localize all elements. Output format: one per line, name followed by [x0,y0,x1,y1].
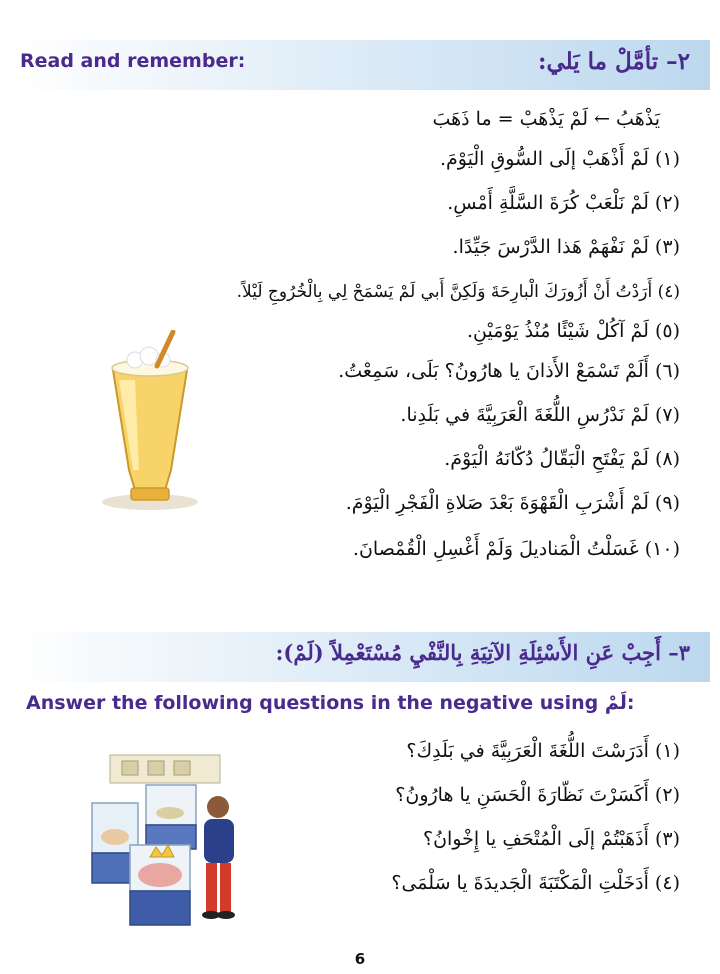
example-line-4: (٤) أَرَدْتُ أَنْ أَزُورَكَ الْبارِحَةَ وَلَكِنَّ أَبي لَمْ يَسْمَحْ لِي بِالْخُرُوجِ لَيْلاً. [236,282,680,302]
example-line-1: (١) لَمْ أَذْهَبْ إلَى السُّوقِ الْيَوْمَ. [440,148,680,170]
question-1: (١) أَدَرَسْتَ اللُّغَةَ الْعَرَبِيَّةَ في بَلَدِكَ؟ [406,740,680,762]
rule-line: يَذْهَبُ ← لَمْ يَذْهَبْ = ما ذَهَبَ [432,108,660,130]
question-2: (٢) أَكَسَرْتَ نَظّارَةَ الْحَسَنِ يا هارُونُ؟ [395,784,680,806]
question-3: (٣) أَذَهَبْتُمْ إلَى الْمُتْحَفِ يا إِخْوانُ؟ [423,828,680,850]
example-line-7: (٧) لَمْ نَدْرُسِ اللُّغَةَ الْعَرَبِيَّةَ في بَلَدِنا. [400,404,680,426]
example-line-9: (٩) لَمْ أَشْرَبِ الْقَهْوَةَ بَعْدَ صَلاةِ الْفَجْرِ الْيَوْمَ. [345,492,680,514]
example-line-5: (٥) لَمْ آكُلْ شَيْئًا مُنْذُ يَوْمَيْنِ. [467,320,680,342]
example-line-8: (٨) لَمْ يَفْتَحِ الْبَقّالُ دُكّانَهُ الْيَوْمَ. [444,448,680,470]
museum-illustration [90,745,250,935]
section2-heading-ar: ٢– تأمَّلْ ما يَلي: [537,48,690,75]
example-line-3: (٣) لَمْ نَفْهَمْ هَذا الدَّرْسَ جَيِّدًا. [452,236,680,258]
example-line-6: (٦) أَلَمْ تَسْمَعْ الأَذانَ يا هارُونُ؟ بَلَى، سَمِعْتُ. [338,360,680,382]
section3-heading-ar: ٣– أَجِبْ عَنِ الأَسْئِلَةِ الآتِيَةِ بِالنَّفْيِ مُسْتَعْمِلاً (لَمْ): [275,640,690,665]
section2-heading-en: Read and remember: [20,50,246,72]
section3-heading-en: Answer the following questions in the negative using لَمْ: [26,692,635,714]
question-4: (٤) أَدَخَلْتِ الْمَكْتَبَةَ الْجَديدَةَ يا سَلْمَى؟ [391,872,680,894]
page-number: 6 [354,950,366,968]
juice-glass-illustration [95,330,205,520]
example-line-2: (٢) لَمْ نَلْعَبْ كُرَةَ السَّلَّةِ أَمْسِ. [447,192,680,214]
example-line-10: (١٠) غَسَلْتُ الْمَناديلَ وَلَمْ أَغْسِلِ الْقُمْصانَ. [352,538,680,560]
